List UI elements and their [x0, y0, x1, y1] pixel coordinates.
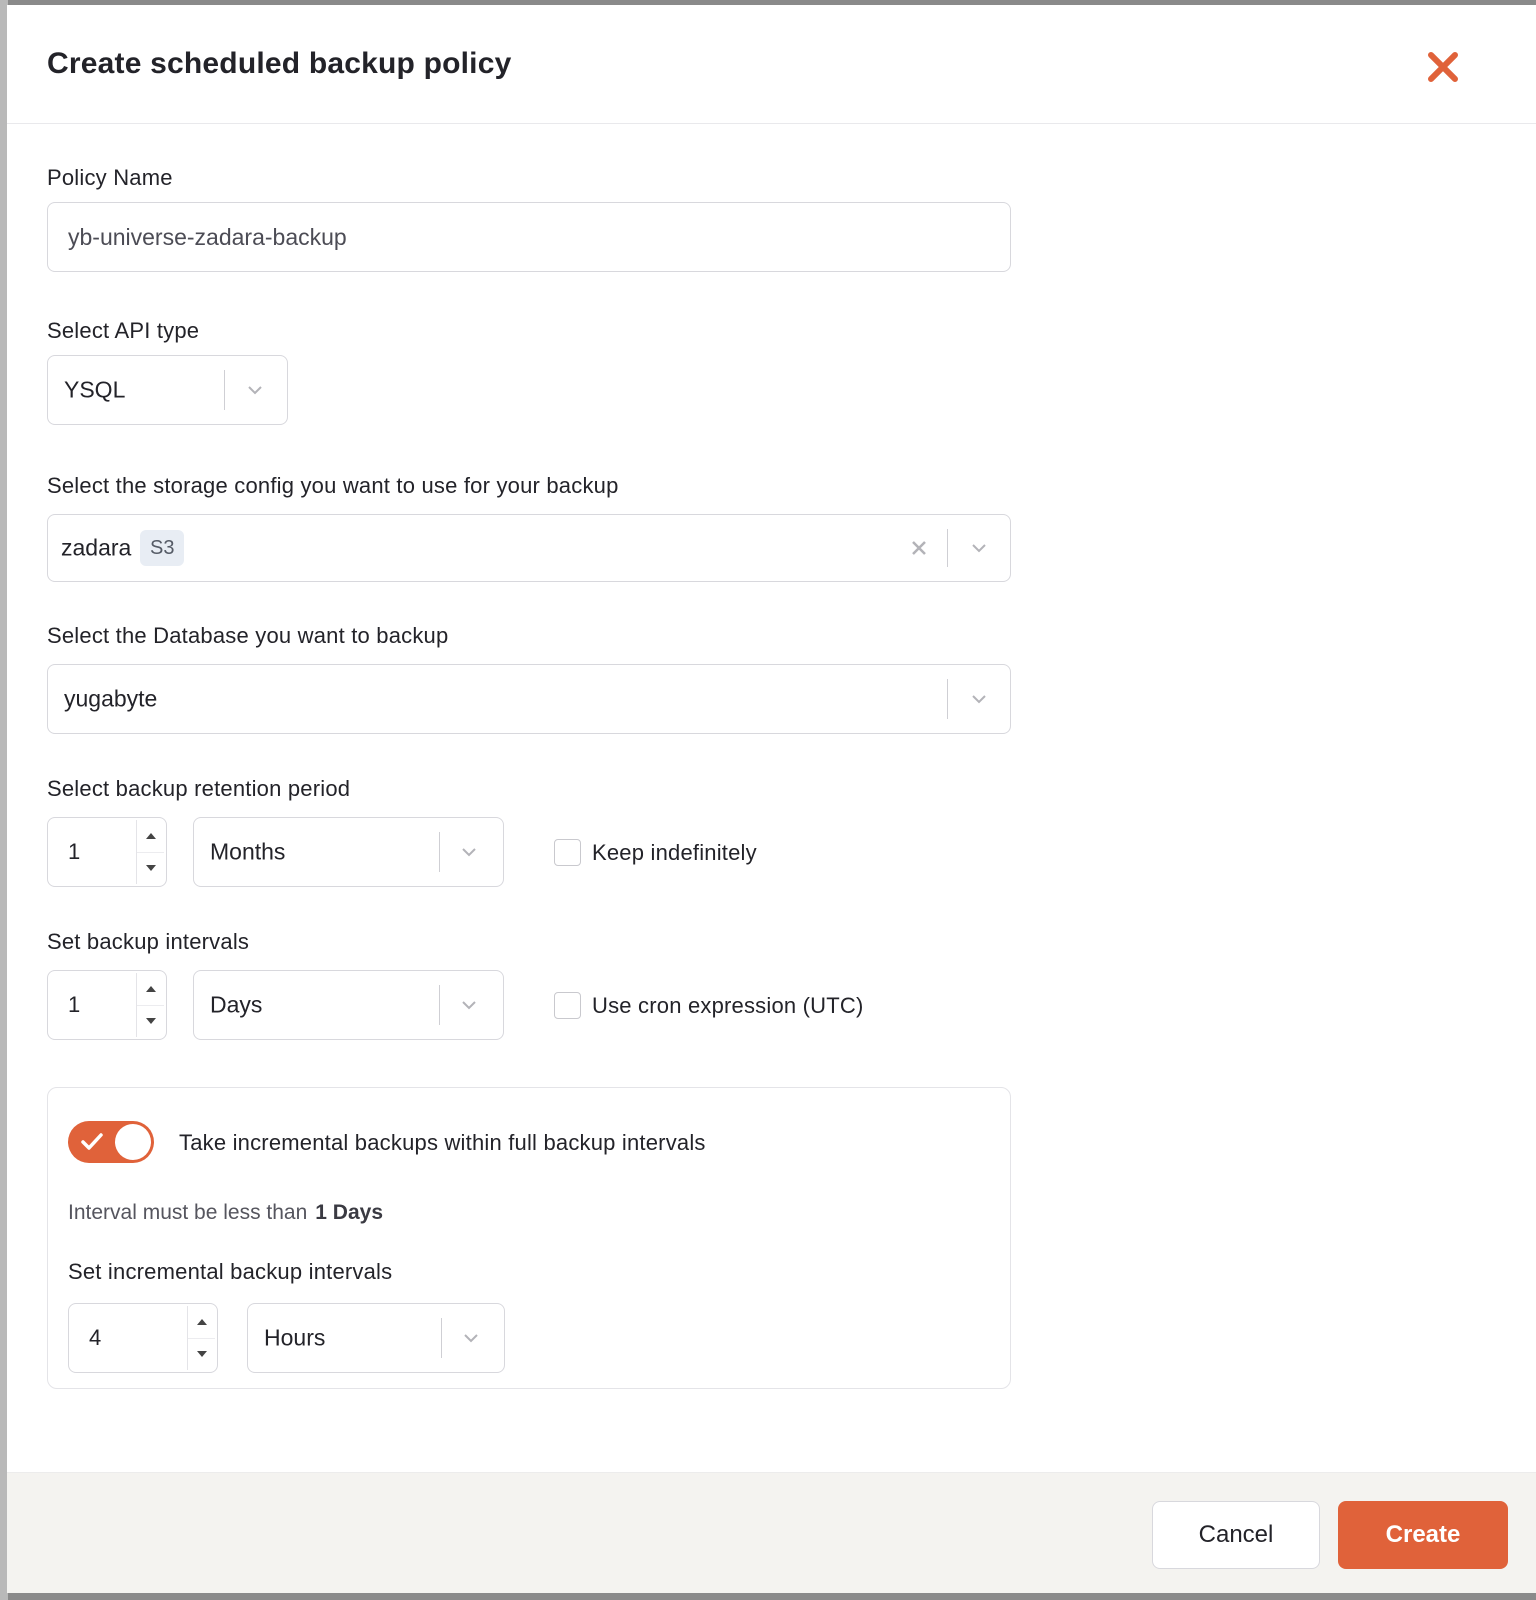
clear-icon[interactable]	[908, 537, 930, 559]
policy-name-label: Policy Name	[47, 165, 173, 190]
chevron-down-icon[interactable]	[968, 537, 990, 559]
chevron-down-icon[interactable]	[244, 379, 266, 401]
incremental-amount-stepper[interactable]	[68, 1303, 218, 1373]
cancel-button[interactable]: Cancel	[1152, 1501, 1320, 1569]
select-separator	[947, 529, 948, 567]
decrement-button[interactable]	[137, 1005, 164, 1038]
stepper-buttons	[136, 820, 164, 884]
caret-down-icon	[144, 863, 158, 873]
cron-expression-checkbox[interactable]	[554, 992, 581, 1019]
incremental-intervals-label: Set incremental backup intervals	[68, 1259, 393, 1284]
retention-unit-select[interactable]	[193, 817, 504, 887]
incremental-unit-value: Hours	[264, 1324, 326, 1351]
keep-indefinitely-checkbox[interactable]	[554, 839, 581, 866]
api-type-select[interactable]	[47, 355, 288, 425]
cron-expression-label: Use cron expression (UTC)	[592, 993, 864, 1018]
stepper-buttons	[136, 973, 164, 1037]
retention-amount-stepper[interactable]	[47, 817, 167, 887]
database-select[interactable]	[47, 664, 1011, 734]
database-value: yugabyte	[64, 685, 158, 712]
policy-name-input[interactable]	[48, 203, 1010, 271]
api-type-label: Select API type	[47, 318, 200, 343]
caret-up-icon	[144, 984, 158, 994]
decrement-button[interactable]	[188, 1338, 215, 1371]
policy-name-field[interactable]	[47, 202, 1011, 272]
retention-amount-value: 1	[68, 839, 81, 864]
toggle-knob	[115, 1124, 151, 1160]
select-separator	[439, 832, 440, 872]
database-label: Select the Database you want to backup	[47, 623, 449, 648]
interval-amount-value: 1	[68, 992, 81, 1017]
check-icon	[80, 1131, 104, 1153]
storage-config-label: Select the storage config you want to use for your backup	[47, 473, 619, 498]
storage-config-value: zadara	[61, 534, 132, 561]
interval-hint	[68, 1201, 383, 1225]
create-backup-policy-modal	[7, 5, 1536, 1593]
retention-unit-value: Months	[210, 838, 286, 865]
incremental-amount-value: 4	[89, 1325, 102, 1350]
interval-unit-select[interactable]	[193, 970, 504, 1040]
increment-button[interactable]	[137, 973, 164, 1005]
interval-hint-value: 1 Days	[315, 1201, 384, 1224]
storage-type-badge: S3	[140, 530, 184, 566]
decrement-button[interactable]	[137, 852, 164, 885]
chevron-down-icon[interactable]	[460, 1327, 482, 1349]
modal-title: Create scheduled backup policy	[47, 47, 512, 80]
increment-button[interactable]	[137, 820, 164, 852]
increment-button[interactable]	[188, 1306, 215, 1338]
interval-unit-value: Days	[210, 991, 263, 1018]
backup-intervals-label: Set backup intervals	[47, 929, 250, 954]
incremental-toggle-label: Take incremental backups within full backup intervals	[179, 1130, 706, 1155]
caret-down-icon	[195, 1349, 209, 1359]
close-icon	[1421, 45, 1465, 89]
keep-indefinitely-label: Keep indefinitely	[592, 840, 757, 865]
select-separator	[441, 1318, 442, 1358]
stepper-buttons	[187, 1306, 215, 1370]
create-button[interactable]: Create	[1338, 1501, 1508, 1569]
modal-footer	[7, 1472, 1536, 1593]
interval-hint-text: Interval must be less than	[68, 1201, 308, 1224]
caret-up-icon	[144, 831, 158, 841]
api-type-value: YSQL	[64, 376, 126, 403]
chevron-down-icon[interactable]	[968, 688, 990, 710]
retention-label: Select backup retention period	[47, 776, 351, 801]
incremental-unit-select[interactable]	[247, 1303, 505, 1373]
interval-amount-stepper[interactable]	[47, 970, 167, 1040]
chevron-down-icon[interactable]	[458, 841, 480, 863]
close-button[interactable]	[1421, 45, 1465, 89]
caret-up-icon	[195, 1317, 209, 1327]
modal-header	[7, 5, 1536, 124]
caret-down-icon	[144, 1016, 158, 1026]
storage-config-select[interactable]	[47, 514, 1011, 582]
select-separator	[224, 370, 225, 410]
select-separator	[947, 679, 948, 719]
select-separator	[439, 985, 440, 1025]
incremental-backup-panel	[47, 1087, 1011, 1389]
incremental-toggle[interactable]	[68, 1121, 154, 1163]
chevron-down-icon[interactable]	[458, 994, 480, 1016]
